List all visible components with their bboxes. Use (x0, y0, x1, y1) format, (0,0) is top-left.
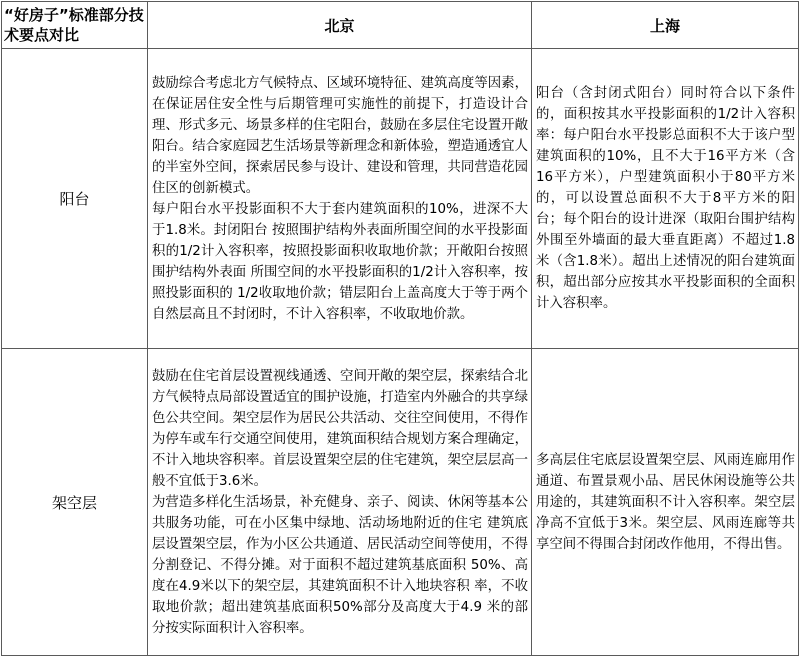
balcony-beijing-cell (148, 49, 532, 349)
stilt-shanghai-paragraph: 多高层住宅底层设置架空层、风雨连廊用作通道、布置景观小品、居民休闲设施等公共用途的，其建筑面积不计入容积率。架空层净高不宜低于3米。架空层、风雨连廊等共享空间不得围合封闭改作他用，不得出售。 (536, 452, 795, 552)
header-shanghai: 上海 (532, 2, 799, 49)
balcony-shanghai-cell (532, 49, 799, 349)
balcony-beijing-paragraph: 鼓励综合考虑北方气候特点、区域环境特征、建筑高度等因素，在保证居住安全性与后期管理可实施性的前提下，打造设计合理、形式多元、场景多样的住宅阳台，鼓励在多层住宅设置开敞阳台。结合家庭园艺生活场景等新理念和新体验，塑造通透宜人的半室外空间，探索居民参与设计、建设和管理，共同营造花园住区的创新模式。 (152, 75, 528, 196)
comparison-table (1, 1, 799, 656)
stilt-shanghai-cell (532, 349, 799, 656)
stilt-beijing-cell (148, 349, 532, 656)
comparison-table-wrapper (1, 1, 798, 657)
balcony-shanghai-paragraph: 阳台（含封闭式阳台）同时符合以下条件的，面积按其水平投影面积的1/2计入容积率：每户阳台水平投影总面积不大于该户型建筑面积的10%，且不大于16平方米（含16平方米），户型建筑面积小于80平方米的，可以设置总面积不大于8平方米的阳台；每个阳台的设计进深（取阳台围护结构外围至外墙面的最大垂直距离）不超过1.8米（含1.8米）。超出上述情况的阳台建筑面积，超出部分应按其水平投影面积的全面积计入容积率。 (536, 86, 795, 311)
header-row (2, 2, 799, 49)
stilt-beijing-paragraph: 为营造多样化生活场景，补充健身、亲子、阅读、休闲等基本公共服务功能，可在小区集中绿地、活动场地附近的住宅 建筑底层设置架空层，作为小区公共通道、居民活动空间等使用，不得分割登记、不得分摊。对于面积不超过建筑基底面积 50%、高度在4.9米以下的架空层，其建筑面积不计入地块容积 率，不收取地价款；超出建筑基底面积50%部分及高度大于4.9 米的部分按实际面积计入容积率。 (152, 494, 528, 636)
balcony-beijing-paragraph: 每户阳台水平投影面积不大于套内建筑面积的10%，进深不大于1.8米。封闭阳台 按照围护结构外表面所围空间的水平投影面积的1/2计入容积率，按照投影面积收取地价款；开敞阳台按照围护结构外表面 所围空间的水平投影面积的1/2计入容积率，按照投影面积的 1/2收取地价款；错层阳台上盖高度大于等于两个自然层高且不封闭时，不计入容积率，不收取地价款。 (152, 201, 528, 322)
row-label-balcony: 阳台 (2, 49, 148, 349)
header-label-cell: “好房子”标准部分技术要点对比 (2, 2, 148, 49)
table-row (2, 349, 799, 656)
table-row (2, 49, 799, 349)
header-beijing: 北京 (148, 2, 532, 49)
stilt-beijing-paragraph: 鼓励在住宅首层设置视线通透、空间开敞的架空层，探索结合北方气候特点局部设置适宜的围护设施，打造室内外融合的共享绿色公共空间。架空层作为居民公共活动、交往空间使用，不得作为停车或车行交通空间使用，建筑面积结合规划方案合理确定，不计入地块容积率。首层设置架空层的住宅建筑，架空层层高一般不宜低于3.6米。 (152, 368, 528, 489)
row-label-stilt-floor: 架空层 (2, 349, 148, 656)
